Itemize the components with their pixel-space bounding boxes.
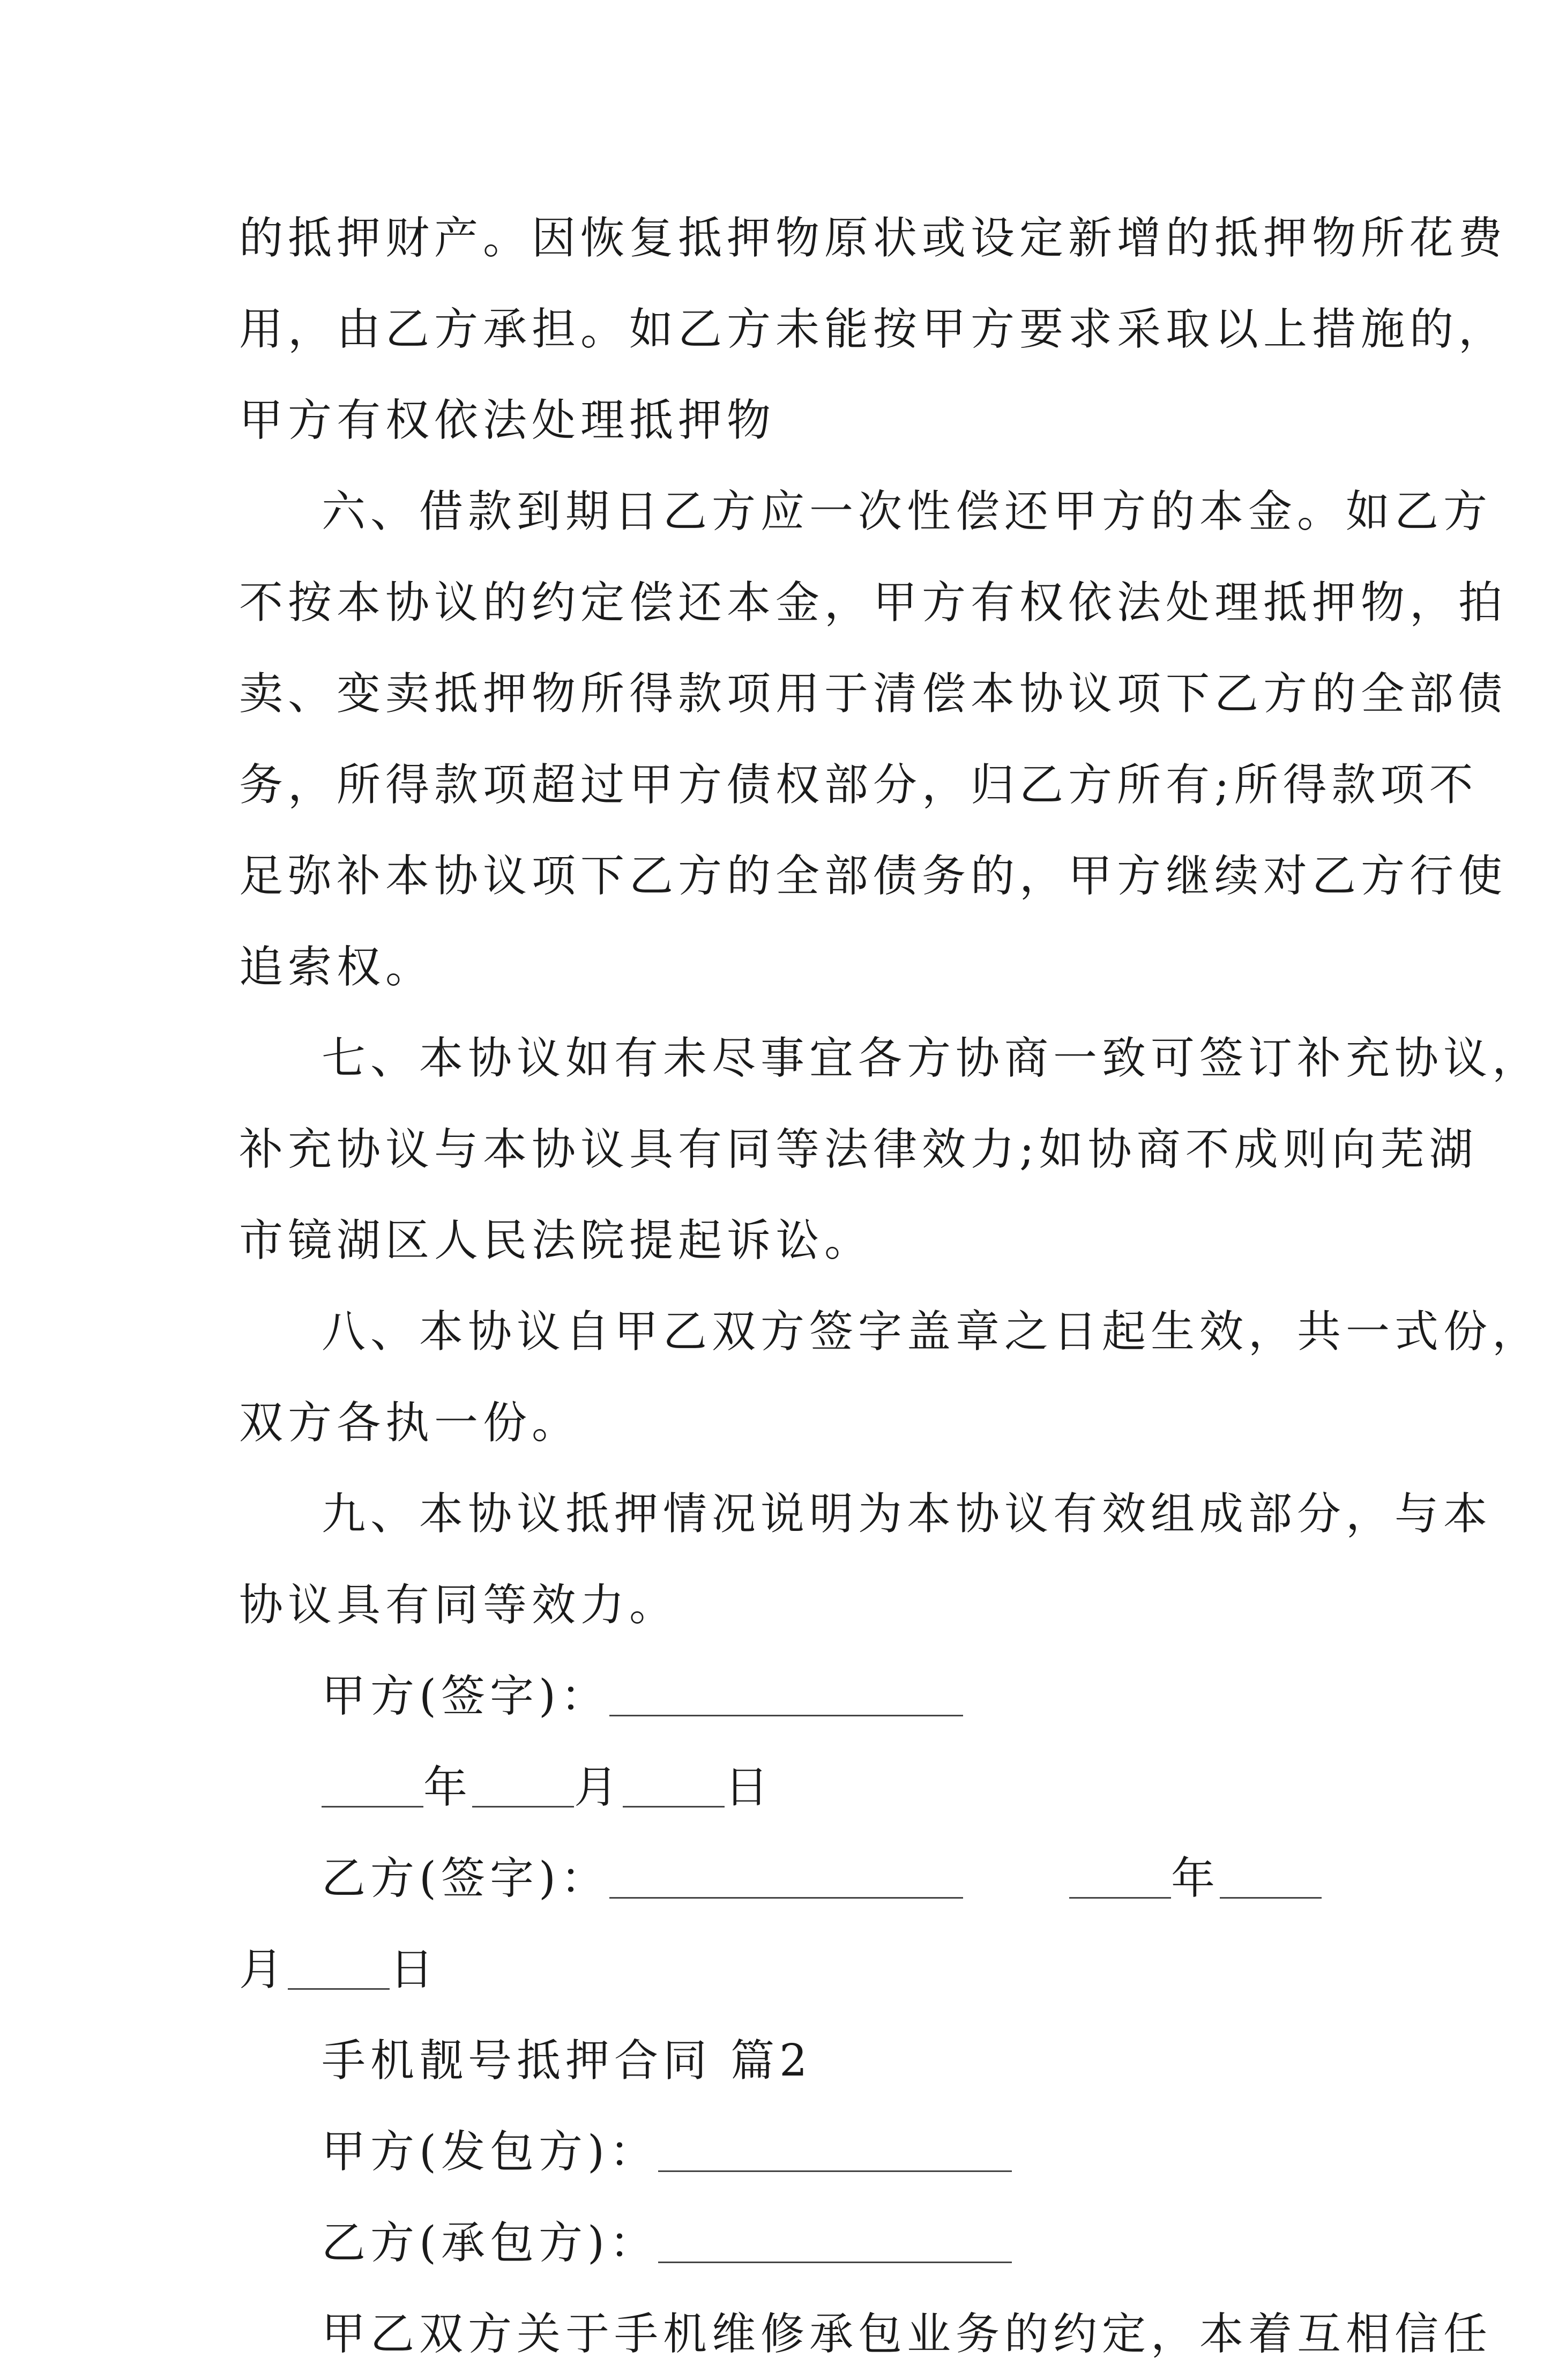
clause-six-line: 六、借款到期日乙方应一次性偿还甲方的本金。如乙方 bbox=[322, 486, 1493, 537]
paragraph-line: 足弥补本协议项下乙方的全部债务的，甲方继续对乙方行使 bbox=[239, 851, 1508, 902]
date-row-a bbox=[239, 1742, 1322, 1833]
signature-b-row bbox=[239, 1833, 1322, 1924]
paragraph-line: 的抵押财产。因恢复抵押物原状或设定新增的抵押物所花费 bbox=[239, 213, 1508, 264]
paragraph-line: 市镜湖区人民法院提起诉讼。 bbox=[239, 1215, 874, 1266]
month-label: 月 bbox=[574, 1762, 623, 1813]
month-label: 月 bbox=[239, 1944, 288, 1995]
paragraph-line: 用，由乙方承担。如乙方未能按甲方要求采取以上措施的， bbox=[239, 304, 1508, 355]
clause-seven-line: 七、本协议如有未尽事宜各方协商一致可签订补充协议， bbox=[322, 1033, 1541, 1084]
party-a-blank bbox=[658, 2128, 1012, 2172]
month-blank bbox=[1220, 1854, 1322, 1899]
year-label: 年 bbox=[1170, 1853, 1220, 1904]
signature-b-blank bbox=[609, 1854, 963, 1899]
day-label: 日 bbox=[390, 1944, 439, 1995]
paragraph-line: 甲乙双方关于手机维修承包业务的约定，本着互相信任 bbox=[322, 2309, 1493, 2360]
paragraph-line: 甲方有权依法处理抵押物 bbox=[239, 395, 776, 446]
paragraph-line: 协议具有同等效力。 bbox=[239, 1580, 678, 1631]
signature-a-blank bbox=[609, 1672, 963, 1716]
signature-b-date bbox=[1069, 1833, 1322, 1924]
party-a-label: 甲方(发包方)： bbox=[322, 2126, 658, 2177]
paragraph-line: 双方各执一份。 bbox=[239, 1397, 581, 1448]
paragraph-line: 补充协议与本协议具有同等法律效力;如协商不成则向芜湖 bbox=[239, 1124, 1478, 1175]
signature-a-label: 甲方(签字)： bbox=[322, 1671, 609, 1722]
day-blank bbox=[288, 1945, 390, 1990]
year-label: 年 bbox=[423, 1762, 473, 1813]
paragraph-line: 追索权。 bbox=[239, 942, 435, 993]
day-blank bbox=[623, 1763, 725, 1808]
date-row-b bbox=[239, 1924, 1322, 2015]
party-b-blank bbox=[658, 2219, 1012, 2263]
signature-b-label: 乙方(签字)： bbox=[322, 1853, 609, 1904]
year-blank bbox=[1069, 1854, 1171, 1899]
day-label: 日 bbox=[725, 1762, 774, 1813]
clause-eight-line: 八、本协议自甲乙双方签字盖章之日起生效，共一式份， bbox=[322, 1306, 1541, 1357]
section-title: 手机靓号抵押合同 篇2 bbox=[322, 2035, 812, 2086]
paragraph-line: 务，所得款项超过甲方债权部分，归乙方所有;所得款项不 bbox=[239, 760, 1478, 810]
month-blank bbox=[472, 1763, 574, 1808]
party-b-row bbox=[239, 2198, 1322, 2289]
party-a-row bbox=[239, 2107, 1322, 2198]
clause-nine-line: 九、本协议抵押情况说明为本协议有效组成部分，与本 bbox=[322, 1489, 1493, 1539]
document-body bbox=[239, 193, 1541, 2380]
signature-a-row bbox=[239, 1651, 1322, 1742]
party-b-label: 乙方(承包方)： bbox=[322, 2218, 658, 2269]
paragraph-line: 卖、变卖抵押物所得款项用于清偿本协议项下乙方的全部债 bbox=[239, 668, 1508, 719]
paragraph-line: 不按本协议的约定偿还本金，甲方有权依法处理抵押物，拍 bbox=[239, 577, 1508, 628]
year-blank bbox=[322, 1763, 423, 1808]
